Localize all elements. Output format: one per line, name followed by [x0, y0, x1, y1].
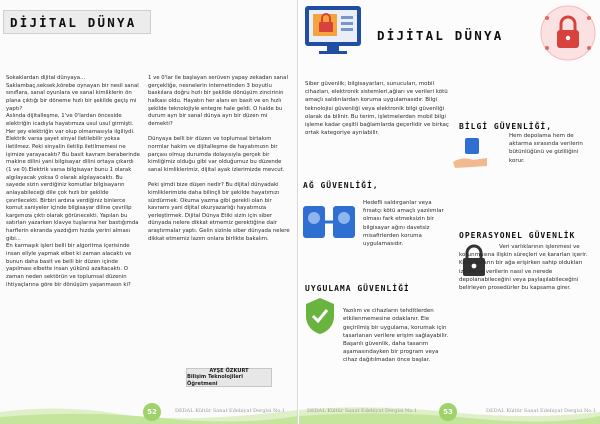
application-security-text: Yazılım ve cihazların tehditlerden etkilenmemesine odaklanır. Ele geçirilmiş bir uygulama, korumak için tasarlanan verilere erişim sağlayabilir. Başarılı güvenlik, daha tasarım aşamasındayken bir program veya cihaz dağıtılmadan önce başlar. [343, 308, 449, 364]
padlock-circuit-icon [539, 4, 597, 62]
left-article-column-1: Sokaklardan dijital dünyaya... Saklambaç,seksek,körebe oynayan bir nesil sanal sınıflara, sanal oyunlara ve sanal kimliklerin ön plana çıktığı bir döneme hızlı bir şekilde geçiş mi yaptı? Aslında dijitalleşme, 1've 0'lardan önceside elektriğin icadıyla hayatımıza usul usul girmişti. Her şey elektriğin var olup olmamasıyla ilgiliydi. Elektrik varsa şayet sinyal iletilebilir yoksa iletilmez. Peki sinyalin iletilip iletilmemesi ne işimize yarayacaktı? Bu basit kavram beraberinde makine dilini yani bilgisayar dilini ortaya çıkardı (1 ve 0).Elektrik varsa bilgisayar bunu 1 olarak algılayacak yoksa 0 olarak algılayacaktı. Bu sayede sizin verdiğiniz komutlar bilgisayarın anlayabileceği dile çok hızlı bir şekilde çevrilecekti. Birbiri ardına verdiğiniz binlerce komut saniyeler içinde bilgisayar diline çevrilip kargımıza çıktı olarak görünecekti. Yapılan bu satırları yazarken klavye tuşlarına her bastığımda harflerin ekranda yazdığım hızda yerini alması gibi... En karmaşık işleri belli bir algoritma içerisinde insan eliyle yapmak elbet ki zaman alacaktı ve bunun daha basit ve belli bir düzen içinde yapılması elbette insan yükünü azaltacaktı. O zaman neden sektörün ve toplumsal düzenin ihtiyaçlarına göre bir dönüşüm yaşanmasın ki? [6, 75, 140, 288]
author-signature-box [186, 368, 272, 387]
operational-security-heading: OPERASYONEL GÜVENLİK [459, 231, 576, 240]
left-article-column-2: 1 ve 0'lar ile başlayan serüven yapay zekadan sanal gerçekliğe, nesnelerin internetinden 3 boyutlu baskılara doğru hızlı bir şekilde dönüşüm zincirinin halkası oldu. Hayatın her alanı en basit ve en hızlı şekilde teknolojiyle entegre hale geldi. O halde bu durum ayrı bir sanal dünya ayrı bir düzen mi demekti? Dünyaya belli bir düzen ve toplumsal birtakım normlar hakim ve dijitalleşme de hayatımızın bir parçası olmuş durumda dolayısıyla gerçek bir kimliğimiz olduğu gibi var olduğumuz bu düzende sanal kimliklerimiz, dijital ayak izlerimizde mevcut. Peki şimdi bize düşen nedir? Bu dijital dünyadaki kimliklerimizle daha bilinçli bir şekilde hayatımızı sürdürmek. Okuma yazma gibi gerekli olan bir kavramı yani dijital okuryazarlığı hayatımıza yerleştirmek. Dijital Dünya Etiki sizin için siber dünyada nelere dikkat etmemiz gerektiğine dair araştırmalar yaptı. Gelin sizinle siber dünyada nelere dikkat etmemiz lazım onlara birlikte bakalım. [148, 75, 290, 242]
right-page-footer: DEDAL Kültür Sanat Edebiyat Dergisi No.1 [307, 408, 418, 414]
author-name: AYŞE ÖZKURT [209, 367, 249, 374]
application-security-heading: UYGULAMA GÜVENLİĞİ [305, 284, 410, 293]
network-security-text: Hedefli saldırganlar veya fırsatçı kötü amaçlı yazılımlar olması fark etmeksizin bir bilgisayar ağını davetsiz misafirlerden koruma uygulamasıdır. [363, 200, 444, 248]
right-page-number: 53 [439, 403, 457, 421]
information-security-heading: BİLGİ GÜVENLİĞİ, [459, 122, 553, 131]
hand-holding-data-icon [451, 136, 491, 170]
shield-check-icon [303, 296, 337, 336]
left-page-title: DİJİTAL DÜNYA [3, 10, 151, 34]
right-page [299, 0, 600, 424]
author-role: Bilişim Teknolojileri Öğretmeni [187, 374, 243, 387]
network-security-icon [299, 200, 361, 244]
right-page-title: DİJİTAL DÜNYA [377, 28, 504, 43]
network-security-heading: AĞ GÜVENLİĞİ, [303, 181, 379, 190]
operational-security-text: Veri varlıklarının işlenmesi ve korunmasına ilişkin süreçleri ve kararları içerir. Kullanıcıların bir ağa erişirken sahip oldukları izinler ve verilerin nasıl ve nerede depolanabileceğini veya paylaşılabileceğini belirleyen prosedürler bu kapsama girer. [459, 244, 588, 292]
application-security-text-1 [343, 299, 453, 365]
left-page-footer: DEDAL Kültür Sanat Edebiyat Dergisi No.1 [175, 408, 286, 414]
left-page-number: 52 [143, 403, 161, 421]
computer-lock-illustration [303, 4, 369, 56]
left-page [0, 0, 298, 424]
information-security-text: Hem depolama hem de aktarma sırasında verilerin bütünlüğünü ve gizliliğini korur. [509, 133, 583, 164]
cyber-security-intro: Siber güvenlik; bilgisayarları, sunucuları, mobil cihazları, elektronik sistemleri,ağları ve verileri kötü amaçlı saldırılardan koruma uygulamasıdır. Bilgi teknolojisi güvenliği veya elektronik bilgi güvenliği olarak da bilinir. Bu terim, işletmelerden mobil bilgi işleme kadar çeşitli bağlamlarda geçerlidir ve birkaç ortak kategoriye ayrılabilir. [305, 81, 449, 137]
right-page-footer-2: DEDAL Kültür Sanat Edebiyat Dergisi No.1 [486, 408, 597, 414]
